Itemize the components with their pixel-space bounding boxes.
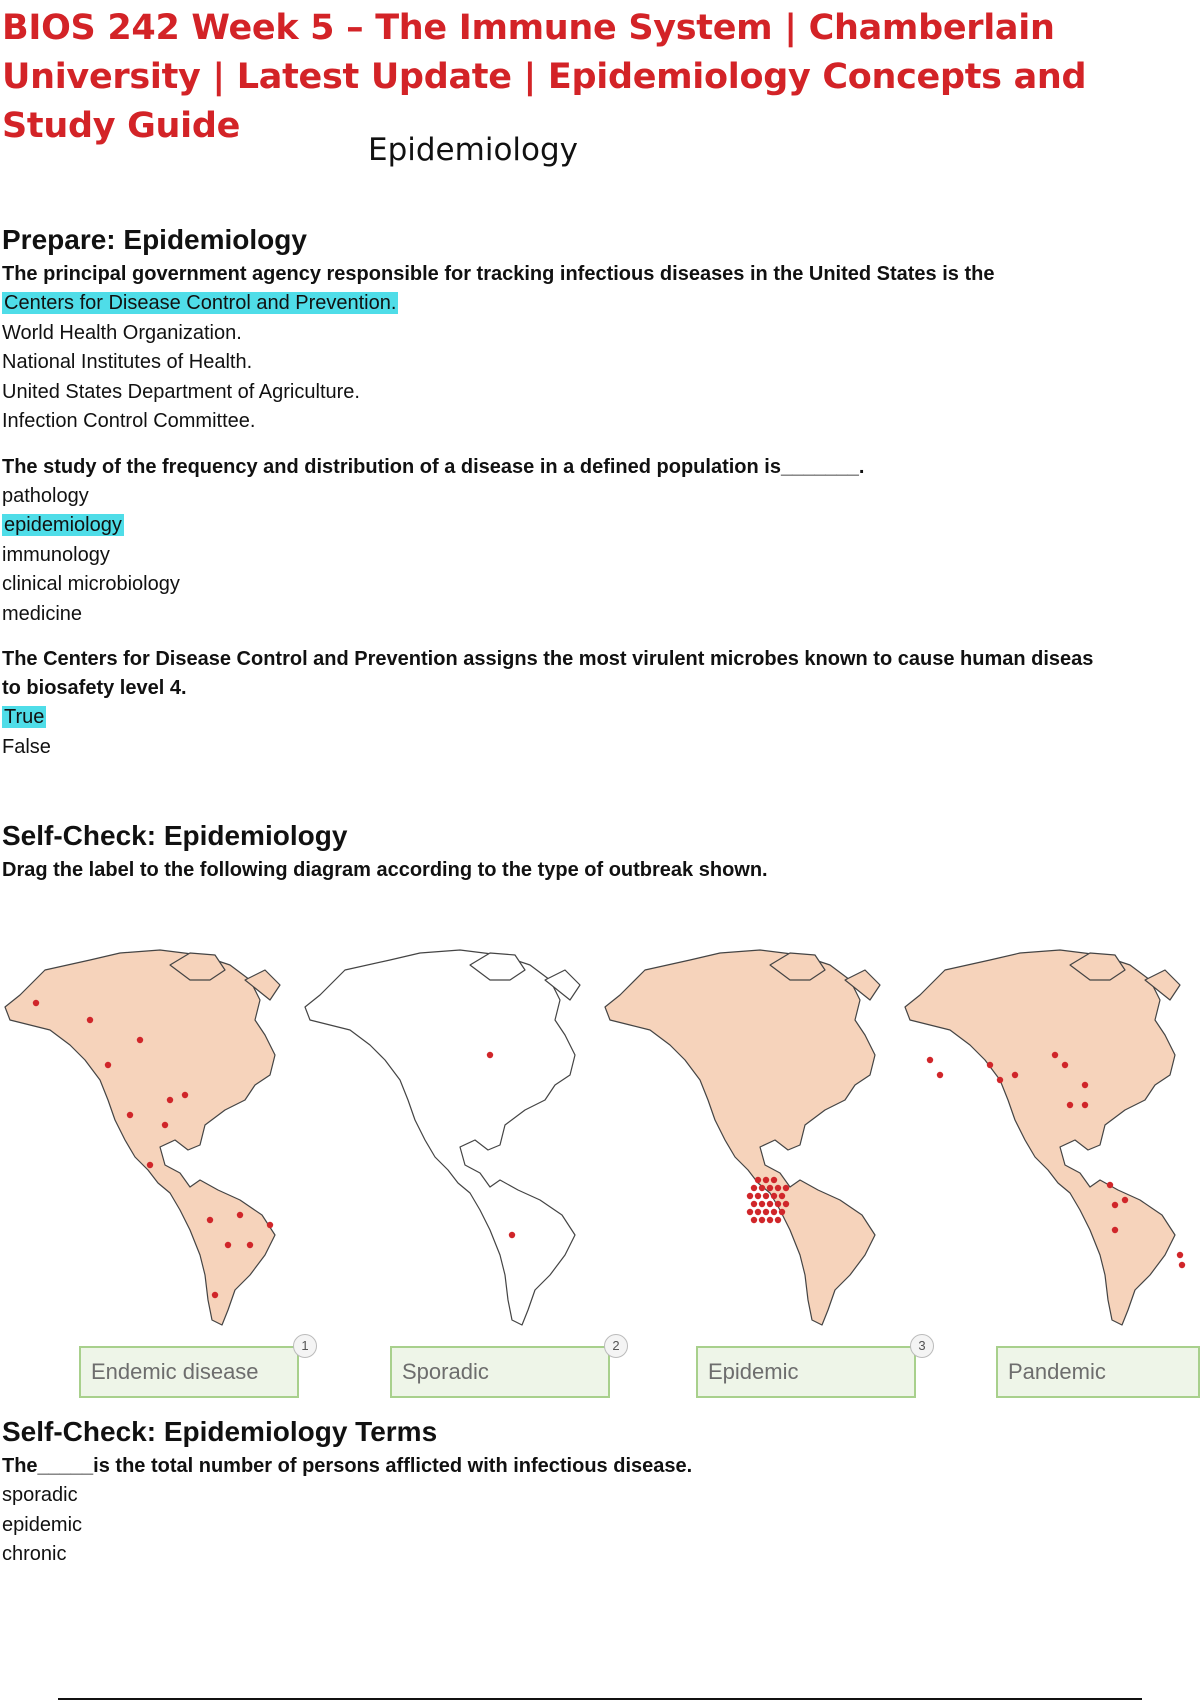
- answer-option[interactable]: epidemic: [2, 1513, 83, 1536]
- outbreak-dot: [747, 1193, 753, 1199]
- section-title: Self-Check: Epidemiology Terms: [2, 1416, 438, 1447]
- americas-map-3: [600, 925, 900, 1330]
- question-text: The Centers for Disease Control and Prevention assigns the most virulent microbes known to cause human diseas: [2, 648, 1094, 670]
- drop-label-epidemic[interactable]: [696, 1338, 926, 1398]
- highlighted-answer: Centers for Disease Control and Prevention.: [4, 292, 397, 314]
- outbreak-dot: [1062, 1062, 1068, 1068]
- question-text-continued: to biosafety level 4.: [2, 677, 187, 699]
- outbreak-dot: [1012, 1072, 1018, 1078]
- question-block-1: [2, 260, 1198, 437]
- outbreak-dot: [775, 1201, 781, 1207]
- outbreak-dot: [767, 1217, 773, 1223]
- drop-label-pandemic[interactable]: [996, 1346, 1200, 1398]
- outbreak-dot: [1177, 1252, 1183, 1258]
- question-text: The principal government agency responsible for tracking infectious diseases in the United States is the: [2, 263, 995, 285]
- outbreak-dot: [1082, 1082, 1088, 1088]
- question-text: The_____is the total number of persons afflicted with infectious disease.: [2, 1455, 693, 1477]
- drop-label-endemic[interactable]: [79, 1338, 309, 1398]
- outbreak-dot: [997, 1077, 1003, 1083]
- outbreak-dot: [751, 1201, 757, 1207]
- drop-label-text: Sporadic: [402, 1359, 489, 1384]
- document-heading: Epidemiology: [368, 132, 579, 168]
- document-title: BIOS 242 Week 5 – The Immune System | Chamberlain University | Latest Update | Epidemiology Concepts and Study Guide: [2, 8, 1087, 146]
- outbreak-dot: [763, 1193, 769, 1199]
- outbreak-dot: [1107, 1182, 1113, 1188]
- outbreak-dot: [779, 1193, 785, 1199]
- outbreak-dot: [759, 1201, 765, 1207]
- outbreak-dot: [755, 1209, 761, 1215]
- prepare-section: [2, 222, 1198, 762]
- question-text: The study of the frequency and distribution of a disease in a defined population is_______.: [2, 455, 865, 478]
- outbreak-dot: [779, 1209, 785, 1215]
- answer-option[interactable]: [2, 511, 1198, 541]
- outbreak-dot: [87, 1017, 93, 1023]
- drop-label-sporadic[interactable]: [390, 1338, 620, 1398]
- question-block-2: [2, 453, 1198, 630]
- outbreak-dot: [1112, 1227, 1118, 1233]
- outbreak-dot: [247, 1242, 253, 1248]
- highlighted-answer: True: [4, 706, 45, 728]
- answer-option[interactable]: immunology: [2, 543, 110, 566]
- answer-option[interactable]: medicine: [2, 602, 83, 625]
- drop-label-text: Endemic disease: [91, 1359, 259, 1384]
- answer-option[interactable]: False: [2, 735, 51, 758]
- outbreak-dot: [1052, 1052, 1058, 1058]
- terms-section: [2, 1414, 1198, 1570]
- outbreak-maps: [0, 925, 1200, 1330]
- answer-option[interactable]: [2, 289, 1198, 319]
- map-land: [305, 950, 580, 1325]
- section-title: Self-Check: Epidemiology: [2, 820, 348, 851]
- outbreak-dot: [127, 1112, 133, 1118]
- outbreak-dot: [771, 1177, 777, 1183]
- outbreak-dot: [33, 1000, 39, 1006]
- drag-instruction: Drag the label to the following diagram according to the type of outbreak shown.: [2, 859, 768, 881]
- answer-option[interactable]: sporadic: [2, 1484, 78, 1506]
- outbreak-dot: [763, 1209, 769, 1215]
- outbreak-dot: [1067, 1102, 1073, 1108]
- label-number-badge: 2: [604, 1334, 628, 1358]
- drop-label-text: Epidemic: [708, 1359, 799, 1384]
- answer-option[interactable]: [2, 703, 1198, 733]
- drop-label-text: Pandemic: [1008, 1359, 1106, 1384]
- map-land: [5, 950, 280, 1325]
- outbreak-dot: [937, 1072, 943, 1078]
- question-block-3: [2, 645, 1198, 762]
- answer-option[interactable]: United States Department of Agriculture.: [2, 380, 360, 403]
- outbreak-dot: [763, 1177, 769, 1183]
- outbreak-dot: [751, 1185, 757, 1191]
- outbreak-dot: [767, 1201, 773, 1207]
- self-check-section: [2, 818, 1198, 885]
- outbreak-dot: [182, 1092, 188, 1098]
- outbreak-dot: [167, 1097, 173, 1103]
- outbreak-dot: [1122, 1197, 1128, 1203]
- outbreak-dot: [237, 1212, 243, 1218]
- outbreak-dot: [987, 1062, 993, 1068]
- americas-map-2: [300, 925, 600, 1330]
- outbreak-dot: [509, 1232, 515, 1238]
- answer-option[interactable]: Infection Control Committee.: [2, 410, 256, 432]
- answer-option[interactable]: National Institutes of Health.: [2, 351, 253, 373]
- outbreak-dot: [771, 1209, 777, 1215]
- outbreak-dot: [137, 1037, 143, 1043]
- answer-option[interactable]: pathology: [2, 484, 89, 507]
- americas-map-4: [900, 925, 1200, 1330]
- americas-map-1: [0, 925, 300, 1330]
- outbreak-dot: [751, 1217, 757, 1223]
- answer-option[interactable]: World Health Organization.: [2, 321, 242, 344]
- outbreak-dot: [783, 1201, 789, 1207]
- answer-option[interactable]: clinical microbiology: [2, 573, 180, 595]
- outbreak-dot: [783, 1185, 789, 1191]
- label-number-badge: 1: [293, 1334, 317, 1358]
- outbreak-dot: [755, 1177, 761, 1183]
- outbreak-dot: [1179, 1262, 1185, 1268]
- highlighted-answer: epidemiology: [4, 514, 122, 536]
- outbreak-dot: [267, 1222, 273, 1228]
- map-land: [605, 950, 880, 1325]
- outbreak-dot: [162, 1122, 168, 1128]
- outbreak-dot: [755, 1193, 761, 1199]
- section-title: Prepare: Epidemiology: [2, 224, 307, 255]
- label-row: [0, 1338, 1200, 1402]
- outbreak-dot: [771, 1193, 777, 1199]
- outbreak-dot: [767, 1185, 773, 1191]
- outbreak-dot: [105, 1062, 111, 1068]
- outbreak-dot: [747, 1209, 753, 1215]
- outbreak-dot: [225, 1242, 231, 1248]
- outbreak-dot: [487, 1052, 493, 1058]
- outbreak-dot: [1112, 1202, 1118, 1208]
- label-number-badge: 3: [910, 1334, 934, 1358]
- outbreak-dot: [147, 1162, 153, 1168]
- outbreak-dot: [927, 1057, 933, 1063]
- outbreak-dot: [775, 1217, 781, 1223]
- outbreak-dot: [207, 1217, 213, 1223]
- outbreak-dot: [759, 1217, 765, 1223]
- map-land: [905, 950, 1180, 1325]
- outbreak-dot: [759, 1185, 765, 1191]
- outbreak-dot: [212, 1292, 218, 1298]
- answer-option[interactable]: chronic: [2, 1543, 67, 1565]
- outbreak-dot: [1082, 1102, 1088, 1108]
- outbreak-dot: [775, 1185, 781, 1191]
